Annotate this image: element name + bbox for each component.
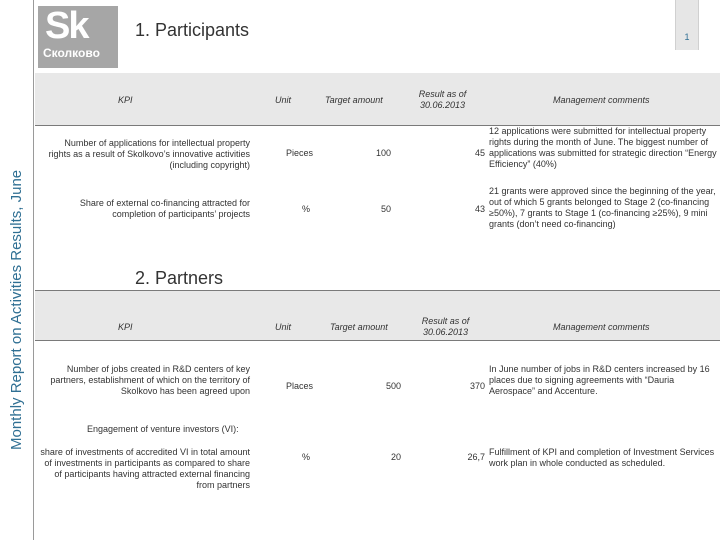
- participants-row2-kpi: Share of external co-financing attracted for completion of participants’ projects: [79, 198, 250, 219]
- participants-row1-comment: 12 applications were submitted for intellectual property rights during the month of June. The biggest number of applications was submitted for strategic direction “Energy Efficiency” (40%): [489, 126, 717, 169]
- sidebar: [0, 0, 34, 540]
- participants-row2-result: 43: [474, 204, 485, 214]
- sidebar-title: Monthly Report on Activities Results, June: [8, 169, 25, 450]
- partners-row1-result: 370: [469, 381, 485, 391]
- partners-header-top-line: [35, 290, 720, 291]
- page-number: 1: [684, 32, 690, 42]
- partners-row1-kpi: Number of jobs created in R&D centers of key partners, establishment of which on the territory of Skolkovo has been agreed upon: [50, 364, 250, 396]
- partners-row1-unit: Places: [286, 381, 314, 391]
- partners-vi-unit: %: [302, 452, 311, 462]
- participants-title: 1. Participants: [135, 20, 250, 40]
- participants-row2-target: 50: [380, 204, 391, 214]
- partners-header-comments: Management comments: [553, 322, 650, 332]
- partners-row1-comment: In June number of jobs in R&D centers increased by 16 places due to signing agreements with “Dauria Aerospace” and Accenture.: [489, 364, 710, 396]
- page-number-tab: [675, 0, 699, 50]
- partners-header-target: Target amount: [330, 322, 388, 332]
- partners-vi-target: 20: [390, 452, 401, 462]
- participants-row1-result: 45: [474, 148, 485, 158]
- partners-header-unit: Unit: [275, 322, 292, 332]
- partners-title: 2. Partners: [135, 268, 224, 288]
- skolkovo-logo: [38, 6, 118, 68]
- participants-header-kpi: KPI: [118, 95, 133, 105]
- partners-vi-result: 26,7: [467, 452, 485, 462]
- participants-header-result: Result as of 30.06.2013: [418, 89, 467, 110]
- partners-vi-comment: Fulfillment of KPI and completion of Investment Services work plan in whole conducted as scheduled.: [489, 447, 715, 468]
- participants-row1-target: 100: [375, 148, 391, 158]
- partners-vi-kpi: share of investments of accredited VI in total amount of investments in participants as compared to share of participants having attracted external financing from partners: [40, 447, 250, 490]
- participants-row2-unit: %: [302, 204, 311, 214]
- participants-row1-kpi: Number of applications for intellectual property rights as a result of Skolkovo’s innovative activities (including copyright): [48, 138, 250, 170]
- partners-header-line: [35, 340, 720, 341]
- partners-row1-target: 500: [385, 381, 401, 391]
- partners-header-kpi: KPI: [118, 322, 133, 332]
- participants-header-comments: Management comments: [553, 95, 650, 105]
- participants-header-target: Target amount: [325, 95, 383, 105]
- partners-header-result: Result as of 30.06.2013: [421, 316, 470, 337]
- participants-row2-comment: 21 grants were approved since the beginning of the year, out of which 5 grants belonged to Stage 2 (co-financing ≥50%), 7 grants to Stage 1 (co-financing ≥25%), 9 mini grants (don’t need co-financing): [489, 186, 716, 229]
- participants-header-unit: Unit: [275, 95, 292, 105]
- logo-mark: Sk: [45, 5, 88, 47]
- logo-name: Сколково: [43, 46, 100, 60]
- participants-row1-unit: Pieces: [286, 148, 314, 158]
- partners-vi-subheading: Engagement of venture investors (VI):: [87, 424, 239, 434]
